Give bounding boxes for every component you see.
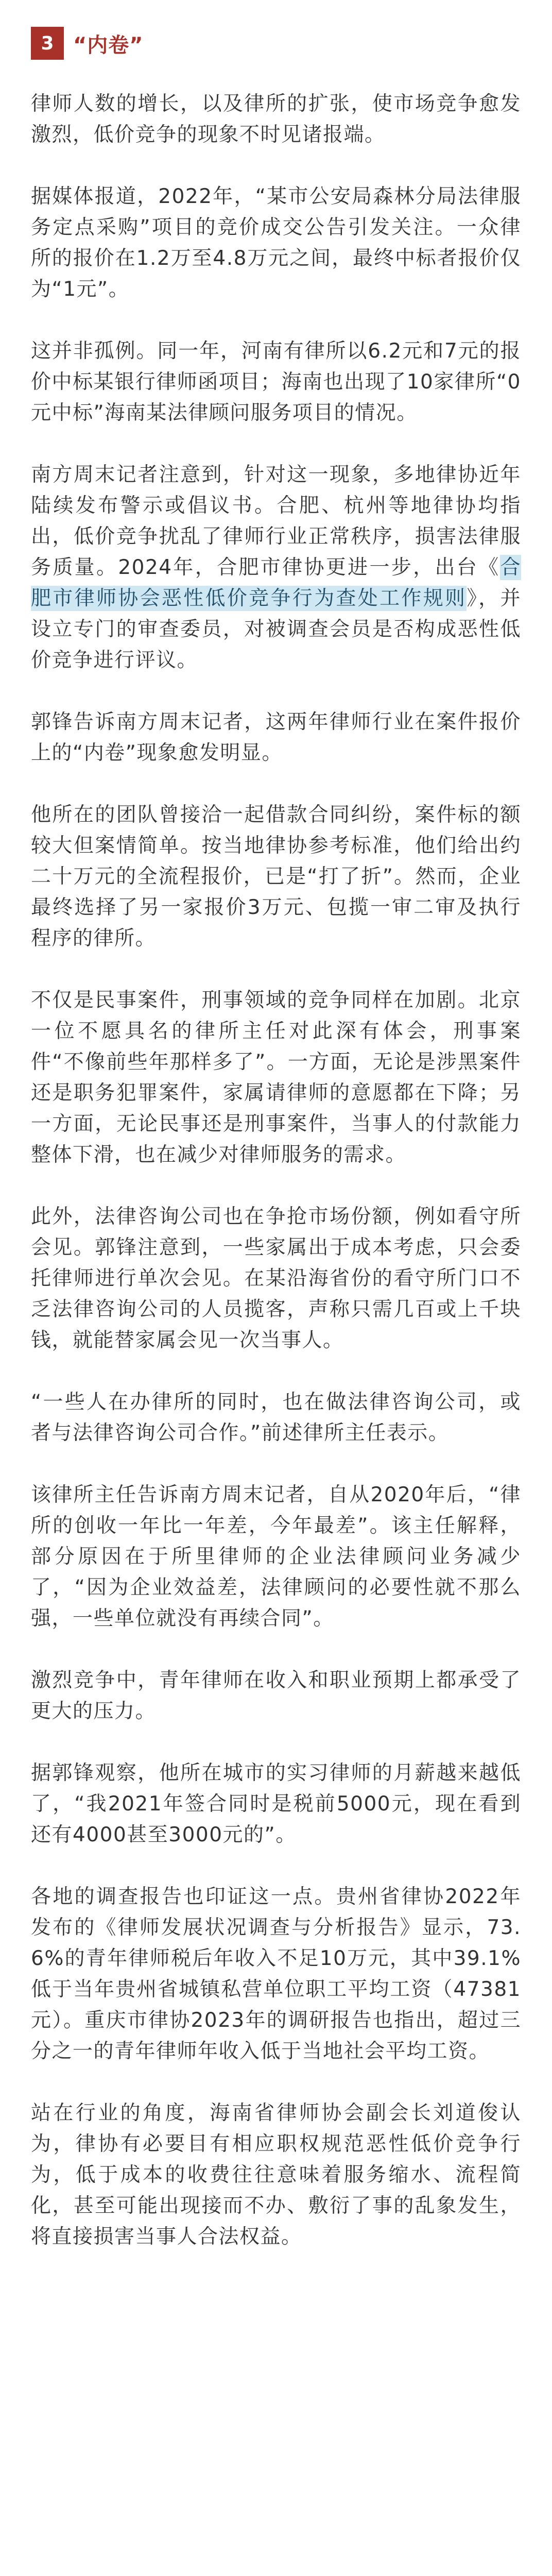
paragraph-text: 激烈竞争中，青年律师在收入和职业预期上都承受了更大的压力。 — [31, 1669, 521, 1723]
paragraph-text: 不仅是民事案件，刑事领域的竞争同样在加剧。北京一位不愿具名的律所主任对此深有体会，刑事案件“不像前些年那样多了”。一方面，无论是涉黑案件还是职务犯罪案件，家属请律师的意愿都在下降；另一方面，无论民事还是刑事案件，当事人的付款能力整体下滑，也在减少对律师服务的需求。 — [31, 989, 521, 1166]
paragraph — [31, 1882, 521, 2067]
paragraph — [31, 1758, 521, 1851]
paragraph-text: 郭锋告诉南方周末记者，这两年律师行业在案件报价上的“内卷”现象愈发明显。 — [31, 710, 521, 765]
section-number-badge: 3 — [31, 27, 64, 60]
paragraph — [31, 1665, 521, 1727]
paragraph-text: 各地的调查报告也印证这一点。贵州省律协2022年发布的《律师发展状况调查与分析报告》显示，73.6%的青年律师税后年收入不足10万元，其中39.1%低于当年贵州省城镇私营单位职工平均工资（47381元）。重庆市律协2023年的调研报告也指出，超过三分之一的青年律师年收入低于当地社会平均工资。 — [31, 1885, 522, 2063]
paragraph — [31, 707, 521, 769]
paragraph-text: 》，并设立专门的审查委员，对被调查会员是否构成恶性低价竞争进行评议。 — [31, 587, 521, 672]
paragraph-text: 南方周末记者注意到，针对这一现象，多地律协近年陆续发布警示或倡议书。合肥、杭州等地律协均指出，低价竞争扰乱了律师行业正常秩序，损害法律服务质量。2024年，合肥市律协更进一步，出台《 — [31, 463, 521, 579]
highlighted-link-text[interactable]: 合肥市律师协会恶性低价竞争行为查处工作规则 — [31, 556, 521, 610]
paragraph — [31, 1201, 521, 1356]
paragraph-text: 此外，法律咨询公司也在争抢市场份额，例如看守所会见。郭锋注意到，一些家属出于成本考虑，只会委托律师进行单次会见。在某沿海省份的看守所门口不乏法律咨询公司的人员揽客，声称只需几百或上千块钱，就能替家属会见一次当事人。 — [31, 1205, 521, 1352]
paragraph — [31, 800, 521, 954]
section-title: “内卷” — [73, 33, 144, 57]
paragraph — [31, 181, 521, 305]
paragraph-text: 据媒体报道，2022年，“某市公安局森林分局法律服务定点采购”项目的竞价成交公告引发关注。一众律所的报价在1.2万至4.8万元之间，最终中标者报价仅为“1元”。 — [31, 185, 521, 301]
paragraph-text: 这并非孤例。同一年，河南有律所以6.2元和7元的报价中标某银行律师函项目；海南也出现了10家律所“0元中标”海南某法律顾问服务项目的情况。 — [31, 340, 521, 425]
paragraph-text: 站在行业的角度，海南省律师协会副会长刘道俊认为，律协有必要目有相应职权规范恶性低价竞争行为，低于成本的收费往往意味着服务缩水、流程简化，甚至可能出现接而不办、敷衍了事的乱象发生，将直接损害当事人合法权益。 — [31, 2102, 521, 2248]
paragraph — [31, 1480, 521, 1634]
paragraph-list — [31, 89, 521, 2252]
paragraph — [31, 336, 521, 429]
paragraph — [31, 2098, 521, 2252]
paragraph-text: 该律所主任告诉南方周末记者，自从2020年后，“律所的创收一年比一年差，今年最差”。该主任解释，部分原因在于所里律师的企业法律顾问业务减少了，“因为企业效益差，法律顾问的必要性就不那么强，一些单位就没有再续合同”。 — [31, 1483, 521, 1630]
paragraph-text: 据郭锋观察，他所在城市的实习律师的月薪越来越低了，“我2021年签合同时是税前5000元，现在看到还有4000甚至3000元的”。 — [31, 1761, 521, 1846]
paragraph — [31, 89, 521, 150]
paragraph-text: “一些人在办律所的同时，也在做法律咨询公司，或者与法律咨询公司合作。”前述律所主任表示。 — [31, 1391, 521, 1445]
paragraph — [31, 1387, 521, 1449]
section-header — [31, 25, 521, 62]
paragraph — [31, 460, 521, 676]
paragraph — [31, 985, 521, 1171]
paragraph-text: 律师人数的增长，以及律所的扩张，使市场竞争愈发激烈，低价竞争的现象不时见诸报端。 — [31, 92, 521, 146]
paragraph-text: 他所在的团队曾接洽一起借款合同纠纷，案件标的额较大但案情简单。按当地律协参考标准，他们给出约二十万元的全流程报价，已是“打了折”。然而，企业最终选择了另一家报价3万元、包揽一审二审及执行程序的律所。 — [31, 803, 521, 950]
